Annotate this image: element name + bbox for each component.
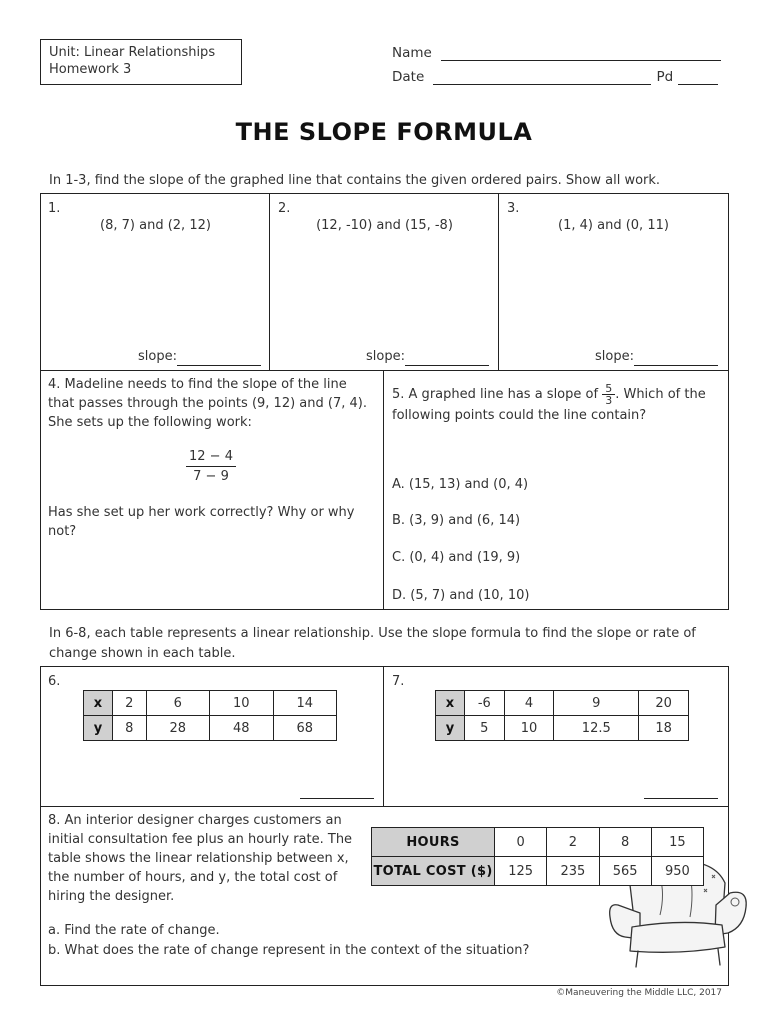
table-cell: 12.5 bbox=[554, 716, 639, 741]
option-c: C. (0, 4) and (19, 9) bbox=[392, 550, 521, 565]
table-cell: 68 bbox=[273, 716, 337, 741]
table-row bbox=[372, 828, 704, 857]
problem-8-part-b: b. What does the rate of change represent in the context of the situation? bbox=[48, 943, 530, 958]
instruction-6-8: In 6-8, each table represents a linear relationship. Use the slope formula to find the slope or rate of change shown in each table. bbox=[49, 626, 696, 661]
name-row bbox=[392, 42, 721, 61]
divider bbox=[40, 370, 729, 371]
problem-4-fraction bbox=[186, 447, 236, 486]
unit-label: Unit: Linear Relationships bbox=[49, 45, 216, 60]
slope-fraction bbox=[602, 383, 615, 406]
table-cell: 0 bbox=[495, 828, 547, 857]
problem-6-table bbox=[83, 690, 337, 741]
table-cell: 950 bbox=[651, 857, 703, 886]
problem-1-slope bbox=[138, 347, 261, 366]
name-label: Name bbox=[392, 45, 432, 61]
date-field[interactable] bbox=[433, 71, 651, 85]
unit-box bbox=[40, 39, 242, 85]
copyright-footer: ©Maneuvering the Middle LLC, 2017 bbox=[556, 988, 722, 998]
problem-7-answer-field[interactable] bbox=[644, 785, 718, 799]
homework-label: Homework 3 bbox=[49, 62, 132, 77]
problem-6-number: 6. bbox=[48, 674, 61, 689]
table-row bbox=[436, 716, 689, 741]
problem-1-number: 1. bbox=[48, 201, 61, 216]
problem-6-answer-field[interactable] bbox=[300, 785, 374, 799]
x-header: x bbox=[84, 691, 113, 716]
page-title: THE SLOPE FORMULA bbox=[235, 118, 533, 146]
table-cell: 565 bbox=[599, 857, 651, 886]
table-cell: 4 bbox=[504, 691, 554, 716]
table-cell: 6 bbox=[146, 691, 209, 716]
divider bbox=[40, 806, 729, 807]
table-cell: 15 bbox=[651, 828, 703, 857]
table-row bbox=[436, 691, 689, 716]
table-cell: 10 bbox=[504, 716, 554, 741]
problem-4-question: Has she set up her work correctly? Why or why not? bbox=[48, 505, 355, 539]
option-a: A. (15, 13) and (0, 4) bbox=[392, 477, 529, 492]
table-row bbox=[84, 691, 337, 716]
x-header: x bbox=[436, 691, 465, 716]
table-cell: 10 bbox=[210, 691, 273, 716]
problem-2-pairs: (12, -10) and (15, -8) bbox=[316, 218, 453, 233]
instruction-1-3: In 1-3, find the slope of the graphed line that contains the given ordered pairs. Show all work. bbox=[49, 173, 661, 188]
divider bbox=[383, 666, 384, 807]
divider bbox=[498, 193, 499, 371]
y-header: y bbox=[436, 716, 465, 741]
slope-label: slope: bbox=[595, 349, 634, 364]
table-cell: 28 bbox=[146, 716, 209, 741]
table-cell: 9 bbox=[554, 691, 639, 716]
problem-1-pairs: (8, 7) and (2, 12) bbox=[100, 218, 211, 233]
slope-label: slope: bbox=[366, 349, 405, 364]
problem-8-text: 8. An interior designer charges customers an initial consultation fee plus an hourly rate. The table shows the linear relationship between x, the number of hours, and y, the total cost of hiring the designer. bbox=[48, 813, 353, 904]
pd-field[interactable] bbox=[678, 71, 718, 85]
table-cell: 2 bbox=[547, 828, 599, 857]
problem-4-text: 4. Madeline needs to find the slope of the line that passes through the points (9, 12) and (7, 4). She sets up the following work: bbox=[48, 377, 367, 430]
slope-answer-field[interactable] bbox=[177, 352, 261, 366]
slope-numerator: 5 bbox=[602, 383, 615, 395]
problem-8-part-a: a. Find the rate of change. bbox=[48, 923, 220, 938]
table-cell: 8 bbox=[599, 828, 651, 857]
problem-3-pairs: (1, 4) and (0, 11) bbox=[558, 218, 669, 233]
table-row bbox=[372, 857, 704, 886]
table-cell: 48 bbox=[210, 716, 273, 741]
fraction-denominator: 7 − 9 bbox=[193, 469, 229, 484]
table-cell: 125 bbox=[495, 857, 547, 886]
problem-7-table bbox=[435, 690, 689, 741]
table-cell: 5 bbox=[465, 716, 505, 741]
name-field[interactable] bbox=[441, 47, 721, 61]
slope-answer-field[interactable] bbox=[634, 352, 718, 366]
date-label: Date bbox=[392, 69, 425, 85]
divider bbox=[383, 370, 384, 610]
fraction-numerator: 12 − 4 bbox=[186, 447, 236, 467]
table-cell: -6 bbox=[465, 691, 505, 716]
problem-5-text bbox=[392, 383, 722, 425]
problem-5-text-before: 5. A graphed line has a slope of bbox=[392, 387, 599, 402]
table-row bbox=[84, 716, 337, 741]
slope-answer-field[interactable] bbox=[405, 352, 489, 366]
problem-5-text-after: . Which of the following points could the line contain? bbox=[392, 387, 706, 423]
option-d: D. (5, 7) and (10, 10) bbox=[392, 588, 530, 603]
table-cell: 235 bbox=[547, 857, 599, 886]
table-cell: 18 bbox=[639, 716, 689, 741]
slope-denominator: 3 bbox=[605, 394, 613, 407]
table-cell: 2 bbox=[113, 691, 147, 716]
problem-7-number: 7. bbox=[392, 674, 405, 689]
pd-label: Pd bbox=[656, 69, 674, 85]
problem-2-slope bbox=[366, 347, 489, 366]
cost-table bbox=[371, 827, 704, 886]
date-row bbox=[392, 66, 718, 85]
slope-label: slope: bbox=[138, 349, 177, 364]
problem-2-number: 2. bbox=[278, 201, 291, 216]
y-header: y bbox=[84, 716, 113, 741]
problem-3-slope bbox=[595, 347, 718, 366]
divider bbox=[269, 193, 270, 371]
option-b: B. (3, 9) and (6, 14) bbox=[392, 513, 521, 528]
cost-header: TOTAL COST ($) bbox=[372, 857, 495, 886]
hours-header: HOURS bbox=[372, 828, 495, 857]
table-cell: 8 bbox=[113, 716, 147, 741]
problem-3-number: 3. bbox=[507, 201, 520, 216]
table-cell: 14 bbox=[273, 691, 337, 716]
table-cell: 20 bbox=[639, 691, 689, 716]
